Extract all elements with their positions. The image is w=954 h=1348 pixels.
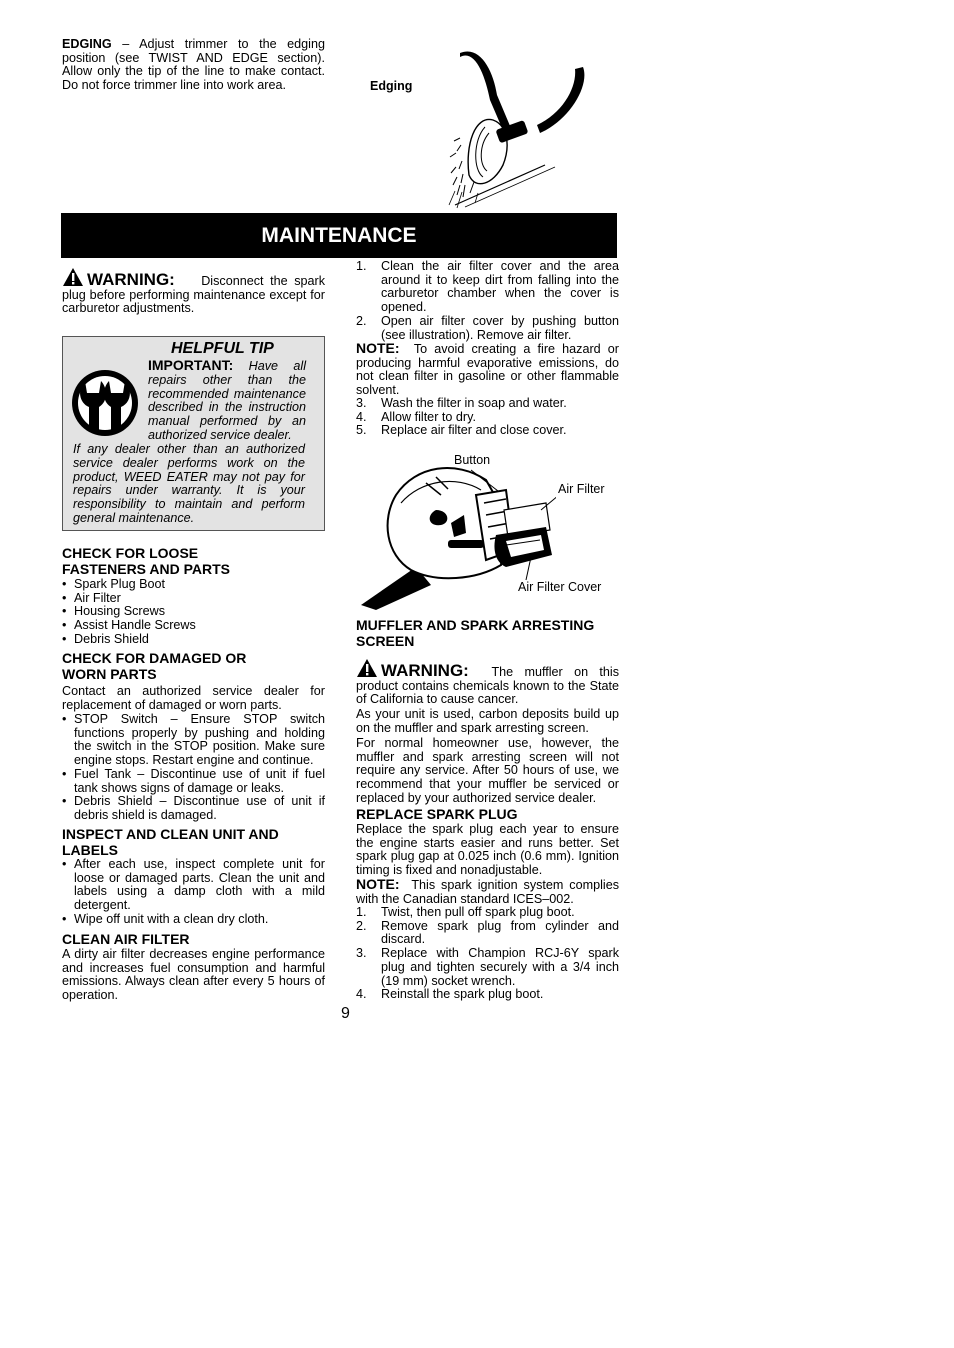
step-text: Open air filter cover by pushing button (see illustration). Remove air filter. <box>381 313 619 342</box>
step-number: 2. <box>356 313 367 328</box>
step-number: 2. <box>356 918 367 933</box>
warning-triangle-icon <box>356 658 378 678</box>
warning-triangle-icon <box>62 267 84 287</box>
maintenance-title: MAINTENANCE <box>261 223 417 247</box>
list-item <box>356 906 619 920</box>
step-number: 1. <box>356 259 367 273</box>
loose-heading: CHECK FOR LOOSE FASTENERS AND PARTS <box>62 545 231 577</box>
figure-label-button: Button <box>454 453 491 467</box>
list-item <box>356 260 619 315</box>
list-item: • Wipe off unit with a clean dry cloth. <box>62 913 325 927</box>
list-item: • After each use, inspect complete unit for loose or damaged parts. Clean the unit and labels using a damp cloth with a mild detergent. <box>62 858 325 913</box>
page-number: 9 <box>341 1005 350 1022</box>
muffler-warning <box>356 658 619 707</box>
helpful-tip-title: HELPFUL TIP <box>171 340 274 357</box>
tip-important <box>148 359 306 443</box>
list-item: • Debris Shield – Discontinue use of unit if debris shield is damaged. <box>62 795 325 822</box>
step-text: Twist, then pull off spark plug boot. <box>381 905 575 919</box>
note-text: To avoid creating a fire hazard or producing harmful evaporative emissions, do not clean filter in gasoline or other flammable solvent. <box>356 342 619 398</box>
tip-important-text: Have all repairs other than the recommended maintenance described in the instruction manual performed by an authorized service dealer. <box>148 359 307 442</box>
inspect-heading: INSPECT AND CLEAN UNIT AND LABELS <box>62 826 279 858</box>
list-item <box>356 988 619 1002</box>
list-item: • STOP Switch – Ensure STOP switch functions properly by pushing and holding the switch in the STOP position. Make sure engine stops. Restart engine and continue. <box>62 713 325 768</box>
list-item <box>356 411 619 425</box>
warning-label: WARNING: <box>381 661 469 680</box>
figure-label-air-filter-cover: Air Filter Cover <box>518 580 602 594</box>
warning-disconnect <box>62 267 325 316</box>
warning-text: The muffler on this product contains chemicals known to the State of California to cause cancer. <box>356 665 619 707</box>
helpful-tip-box <box>62 336 325 531</box>
muffler-p2: For normal homeowner use, however, the muffler and spark arresting screen will not require any service. After 50 hours of use, we recommend that your muffler be serviced or replaced by your authorized service dealer. <box>356 736 619 805</box>
damaged-heading: CHECK FOR DAMAGED OR WORN PARTS <box>62 650 247 682</box>
tip-important-label: IMPORTANT: <box>148 357 234 373</box>
edging-label: EDGING <box>62 37 112 51</box>
edging-paragraph <box>62 38 325 93</box>
step-text: Allow filter to dry. <box>381 409 476 424</box>
wrench-icon <box>69 367 141 439</box>
edging-figure-caption: Edging <box>370 79 413 93</box>
list-item: • Debris Shield <box>62 633 325 647</box>
figure-label-air-filter: Air Filter <box>558 482 605 496</box>
damaged-intro: Contact an authorized service dealer for replacement of damaged or worn parts. <box>62 684 325 712</box>
inspect-list <box>62 858 325 927</box>
note-label: NOTE: <box>356 340 400 356</box>
step-number: 4. <box>356 987 367 1002</box>
maintenance-banner <box>61 213 617 258</box>
list-item <box>356 920 619 947</box>
warning-label: WARNING: <box>87 270 175 289</box>
list-item: • Air Filter <box>62 592 325 606</box>
note-label: NOTE: <box>356 876 400 892</box>
list-item: • Fuel Tank – Discontinue use of unit if fuel tank shows signs of damage or leaks. <box>62 768 325 795</box>
step-number: 3. <box>356 946 367 961</box>
airfilter-heading: CLEAN AIR FILTER <box>62 931 190 947</box>
airfilter-note <box>356 342 619 398</box>
list-item: • Spark Plug Boot <box>62 578 325 592</box>
edging-text: – Adjust trimmer to the edging position (see TWIST AND EDGE section). Allow only the tip of the line to make contact. Do not force trimmer line into work area. <box>62 37 325 93</box>
edging-illustration <box>445 45 595 210</box>
list-item <box>356 315 619 342</box>
sparkplug-steps <box>356 906 619 1002</box>
step-text: Reinstall the spark plug boot. <box>381 987 544 1002</box>
step-text: Remove spark plug from cylinder and discard. <box>381 918 619 947</box>
step-text: Clean the air filter cover and the area around it to keep dirt from falling into the carburetor chamber when the cover is opened. <box>381 259 619 315</box>
list-item: • Housing Screws <box>62 605 325 619</box>
step-text: Replace air filter and close cover. <box>381 423 567 438</box>
step-text: Replace with Champion RCJ-6Y spark plug and tighten securely with a 3/4 inch (19 mm) socket wrench. <box>381 946 619 988</box>
muffler-heading: MUFFLER AND SPARK ARRESTING SCREEN <box>356 617 595 649</box>
step-text: Wash the filter in soap and water. <box>381 396 567 410</box>
airfilter-steps-b <box>356 397 619 438</box>
damaged-list <box>62 713 325 823</box>
airfilter-steps-a <box>356 260 619 342</box>
airfilter-text: A dirty air filter decreases engine performance and increases fuel consumption and harmful emissions. Always clean after every 5 hours of operation. <box>62 947 325 1003</box>
sparkplug-heading: REPLACE SPARK PLUG <box>356 806 518 822</box>
step-number: 4. <box>356 409 367 424</box>
step-number: 3. <box>356 396 367 410</box>
note-text: This spark ignition system complies with the Canadian standard ICES–002. <box>356 878 620 906</box>
list-item: • Assist Handle Screws <box>62 619 325 633</box>
warning-text: Disconnect the spark plug before performing maintenance except for carburetor adjustments. <box>62 274 325 316</box>
tip-body: If any dealer other than an authorized service dealer performs work on the product, WEED EATER may not pay for repairs under warranty. It is your responsibility to maintain and perform general maintenance. <box>73 442 305 525</box>
list-item <box>356 397 619 411</box>
list-item <box>356 424 619 438</box>
loose-list <box>62 578 325 647</box>
sparkplug-note <box>356 878 619 906</box>
sparkplug-text: Replace the spark plug each year to ensure the engine starts easier and runs better. Set spark plug gap at 0.025 inch (0.6 mm). Ignition timing is fixed and nonadjustable. <box>356 822 619 878</box>
step-number: 5. <box>356 423 367 438</box>
muffler-p1: As your unit is used, carbon deposits build up on the muffler and spark arresting screen. <box>356 707 619 735</box>
list-item <box>356 947 619 988</box>
step-number: 1. <box>356 905 367 919</box>
